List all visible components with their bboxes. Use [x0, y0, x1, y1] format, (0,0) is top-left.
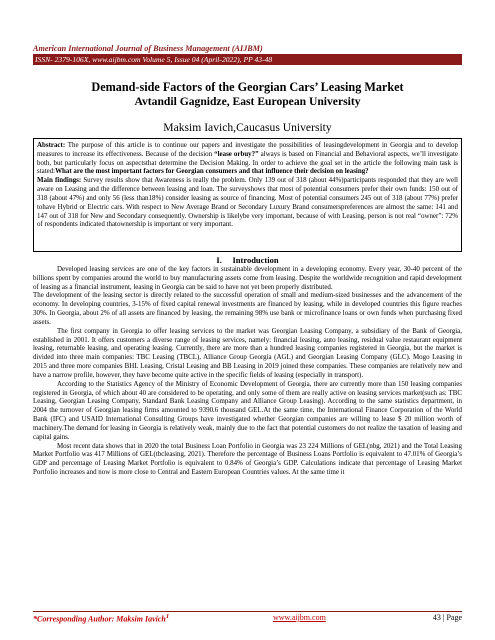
section-heading: [33, 255, 462, 265]
abstract-paragraph: [37, 141, 458, 176]
findings-text: Survey results show that Awareness is really the problem. Only 139 out of 318 (about 44%)participants responded that they are well aware on Leasing and the difference between leasing and loan. The surveyshows that most of potential consumers prefer their own funds: 150 out of 318 (about 47%) and only 56 (less than18%) consider leasing as source of financing. Most of potential consumers 245 out of 318 (about 77%) prefer tohave Hybrid or Electric cars. With respect to New Average Brand or Secondary Luxury Brand consumerspreferences are almost the same: 141 and 147 out of 318 for New and Secondary consequently. Ownership is likelybe very important, because of with Leasing, person is not real “owner”: 72% of respondents indicated thatownership is important or very important.: [37, 176, 458, 229]
abstract-label: Abstract:: [37, 141, 66, 149]
body-paragraph: The development of the leasing sector is directly related to the successful operation of small and medium-sized businesses and the advancement of the economy. In developing countries, 3-15% of fixed capital renewal investments are financed by leasing, while in developed countries this figure reaches 30%. In Georgia, about 2% of all assets are financed by leasing, the remaining 98% use bank or microfinance loans or own funds when purchasing fixed assets.: [33, 291, 462, 326]
body-text: [33, 265, 462, 611]
corresponding-author: [33, 613, 169, 624]
journal-name: American International Journal of Business Management (AIJBM): [33, 44, 263, 53]
abstract-text-2: always is based on Financial and Behavioral aspects, we’ll investigate both, but particularly focus on aspectsthat determine the Decision Making. In order to achieve the goal set in the article the following main task is stated:: [37, 149, 458, 176]
page-number: 43 | Page: [432, 613, 462, 622]
footer-rule: [33, 611, 462, 612]
author-gagnidze: Avtandil Gagnidze, East European University: [134, 95, 361, 108]
body-paragraph: Most recent data shows that in 2020 the total Business Loan Portfolio in Georgia was 23 224 Millions of GEL(nbg, 2021) and the Total Leasing Market Portfolio was 417 Millions of GEL(tbcleasing, 2021). Therefore the percentage of Business Loans Portfolio is equivalent to 47.01% of Georgia’s GDP and percentage of Leasing Market Portfolio is equivalent to 0.84% of Georgia’s GDP. Calculations indicate that percentage of Leasing Market Portfolio increases and now is more close to Central and Eastern European Countries values. At the same time it: [33, 441, 462, 477]
journal-url-link[interactable]: www.aijbm.com: [273, 613, 326, 622]
abstract-main-task: What are the most important factors for Georgian consumers and that influence their decision on leasing?: [55, 167, 369, 176]
paper-title: Demand-side Factors of the Georgian Cars’ Leasing Market: [91, 80, 404, 94]
findings-label: Main findings:: [37, 176, 82, 185]
section-title: Introduction: [232, 255, 279, 265]
journal-header: [33, 44, 462, 53]
abstract-text-1: The purpose of this article is to continue our papers and investigate the possibilities of leasingdevelopment in Georgia and to develop measures to increase its effectiveness. Because of the decision: [37, 141, 458, 158]
author-superscript: 1: [165, 613, 170, 620]
abstract-bold-question: “lease orbuy?”: [214, 149, 259, 158]
body-paragraph: Developed leasing services are one of the key factors in sustainable development in a developing economy. Every year, 30-40 percent of the billions spent by companies around the world to buy manufacturing assets come from leasing. Despite the worldwide recognition and rapid development of leasing as a financial instrument, leasing in Georgia can be said to have not yet been properly distributed.: [33, 265, 462, 291]
corresponding-author-text: *Corresponding Author: Maksim Iavich: [33, 614, 166, 624]
section-number: I.: [216, 255, 222, 265]
journal-info: ISSN- 2379-106X, www.aijbm.com Volume 5, Issue 04 (April-2022), PP 43-48: [35, 55, 273, 64]
findings-paragraph: [37, 176, 458, 229]
author-iavich: Maksim Iavich,Caucasus University: [163, 121, 332, 134]
body-paragraph: The first company in Georgia to offer leasing services to the market was Georgian Leasing Company, a subsidiary of the Bank of Georgia, established in 2001. It offers customers a diverse range of leasing services, namely: financial leasing, auto leasing, residual value restaurant equipment leasing, returnable leasing, and operating leasing. Currently, there are more than a hundred leasing companies registered in Georgia, but the market is divided into three main companies: TBC Leasing (TBCL), Alliance Group Georgia (AGL) and Georgian Leasing Company (GLC). Mogo Leasing in 2015 and three more companies BHL Leasing, Cristal Leasing and BB Leasing in 2019 joined these companies. These companies are relatively new and have a narrow profile, however, they have become quite active in the specific fields of leasing (especially in transport).: [33, 326, 462, 379]
body-paragraph: According to the Statistics Agency of the Ministry of Economic Development of Georgia, there are currently more than 150 leasing companies registered in Georgia, of which about 40 are considered to be operating, and only some of them are really active on leasing services market(such as: TBC Leasing, Georgian Leasing Company, Standard Bank Leasing Company and Alliance Group Leasing). According to the same statistics department, in 2004 the turnover of Georgian leasing firms amounted to 9390.6 thousand GEL.At the same time, the International Finance Corporation of the World Bank (IFC) and USAID International Consulting Groups have investigated whether Georgian companies are willing to lease $ 20 million worth of machinery.The demand for leasing in Georgia is relatively weak, mainly due to the fact that potential customers do not realize the taxation of leasing and capital gains.: [33, 379, 462, 441]
abstract-box: [33, 138, 462, 252]
